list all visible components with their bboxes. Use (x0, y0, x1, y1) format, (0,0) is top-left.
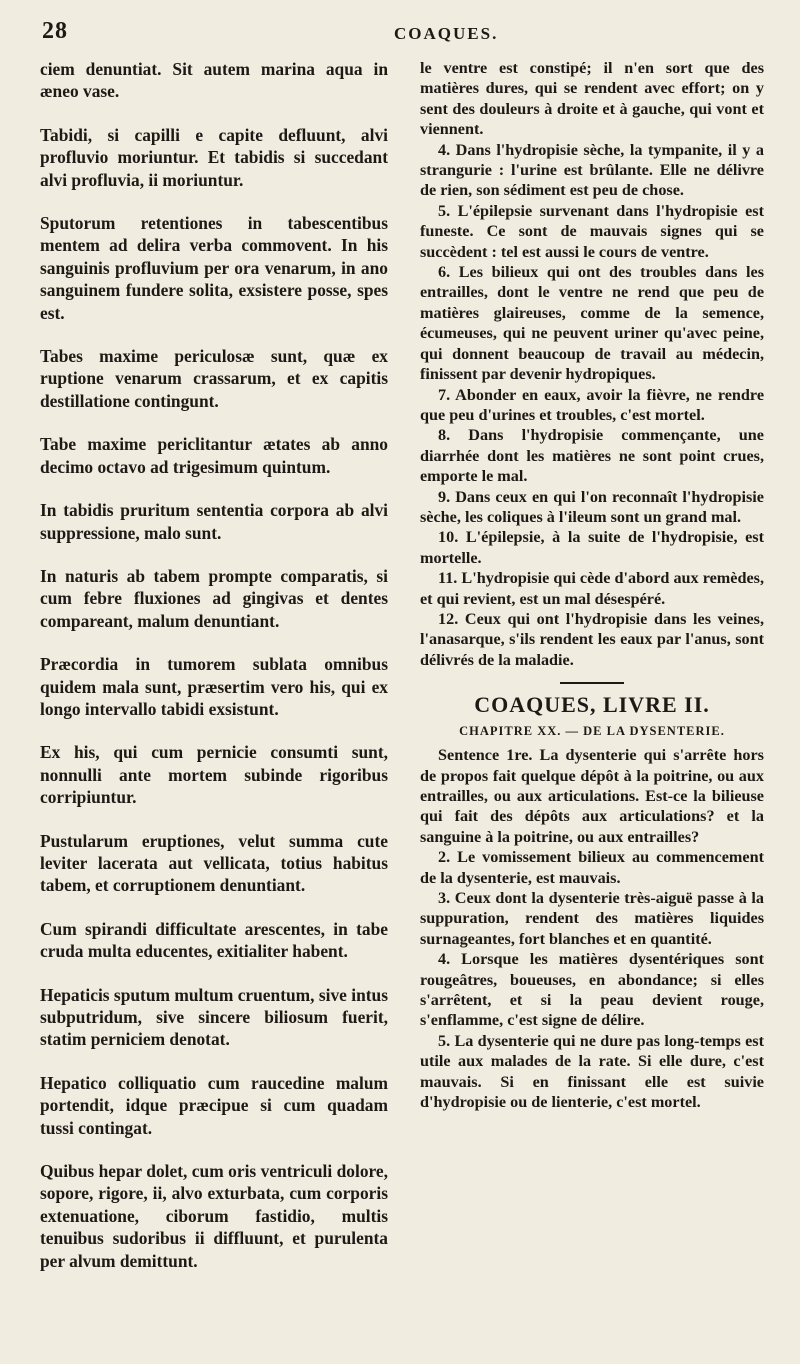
chapter-heading: CHAPITRE XX. — DE LA DYSENTERIE. (459, 724, 725, 739)
french-paragraph: 2. Le vomissement bilieux au commencement de la dysenterie, est mauvais. (420, 848, 764, 887)
french-paragraph: Sentence 1re. La dysenterie qui s'arrête hors de propos fait quelque dépôt à la poitrine, ou aux entrailles, ou aux articulations. Est-ce la bilieuse qui fait des dépôts aux articulations? et la sanguine à la poitrine, ou aux entrailles? (420, 746, 764, 846)
french-paragraph: le ventre est constipé; il n'en sort que des matières dures, qui se rendent avec effort; on y sent des douleurs à droite et à gauche, qui vont et viennent. (420, 59, 764, 139)
french-paragraph: 4. Lorsque les matières dysentériques sont rougeâtres, boueuses, en abondance; si elles s'arrêtent, et si la peau devient rouge, s'enflamme, c'est signe de délire. (420, 950, 764, 1030)
french-paragraph: 12. Ceux qui ont l'hydropisie dans les veines, l'anasarque, s'ils rendent les eaux par l'anus, sont délivrés de la maladie. (420, 609, 764, 669)
french-paragraph: 5. L'épilepsie survenant dans l'hydropisie est funeste. Ce sont de mauvais signes qui se succèdent : tel est aussi le cours de ventre. (420, 201, 764, 261)
page-number: 28 (42, 18, 68, 44)
latin-paragraph: Hepaticis sputum multum cruentum, sive intus subputridum, sive sincere biliosum fuerit, statim perniciem denotat. (40, 984, 388, 1050)
latin-paragraph: In naturis ab tabem prompte comparatis, si cum febre fluxiones ad gingivas et dentes compareant, malum denuntiant. (40, 565, 388, 631)
latin-paragraph: Tabe maxime periclitantur ætates ab anno decimo octavo ad trigesimum quintum. (40, 434, 388, 477)
latin-paragraph: In tabidis pruritum sententia corpora ab alvi suppressione, malo sunt. (40, 500, 388, 543)
french-paragraph: 10. L'épilepsie, à la suite de l'hydropisie, est mortelle. (420, 528, 764, 567)
french-paragraph: 8. Dans l'hydropisie commençante, une diarrhée dont les matières ne sont point crues, emporte le mal. (420, 426, 764, 486)
french-column (420, 58, 764, 1113)
latin-column (40, 58, 388, 1293)
french-paragraph: 5. La dysenterie qui ne dure pas long-temps est utile aux malades de la rate. Si elle dure, c'est mauvais. Si en finissant elle est suivie d'hydropisie ou de lienterie, c'est mortel. (420, 1031, 764, 1112)
latin-paragraph: Hepatico colliquatio cum raucedine malum portendit, idque præcipue si cum quadam tussi contingat. (40, 1072, 388, 1138)
section-divider (560, 682, 624, 684)
french-paragraph: 11. L'hydropisie qui cède d'abord aux remèdes, et qui revient, est un mal désespéré. (420, 569, 764, 608)
french-paragraph: 7. Abonder en eaux, avoir la fièvre, ne rendre que peu d'urines et troubles, c'est mortel. (420, 385, 764, 424)
latin-paragraph: Tabidi, si capilli e capite defluunt, alvi profluvio moriuntur. Et tabidis si succedant alvi profluvia, ii moriuntur. (40, 124, 388, 190)
latin-paragraph: Quibus hepar dolet, cum oris ventriculi dolore, sopore, rigore, ii, alvo exturbata, cum corporis extenuatione, ciborum fastidio, multis tenuibus sudoribus ii diffluunt, et purulenta per alvum demittunt. (40, 1161, 388, 1271)
running-title: COAQUES. (394, 24, 499, 43)
french-paragraph: 4. Dans l'hydropisie sèche, la tympanite, il y a strangurie : l'urine est brûlante. Elle ne délivre de rien, son sédiment est peu de chose. (420, 140, 764, 200)
latin-paragraph: Cum spirandi difficultate arescentes, in tabe cruda multa educentes, exitialiter habent. (40, 918, 388, 962)
latin-paragraph: Ex his, qui cum pernicie consumti sunt, nonnulli ante mortem subinde rigoribus corripiuntur. (40, 742, 388, 808)
latin-paragraph: Sputorum retentiones in tabescentibus mentem ad delira verba commovent. In his sanguinis profluvium per ora venarum, in ano sanguinem fundere solita, exsistere posse, spes est. (40, 213, 388, 323)
book-title: COAQUES, LIVRE II. (474, 692, 710, 718)
french-paragraph: 6. Les bilieux qui ont des troubles dans les entrailles, dont le ventre ne rend que peu de matières glaireuses, comme de la semence, écumeuses, qui ne peuvent uriner qu'avec peine, qui donnent beaucoup de travail au médecin, finissent par devenir hydropiques. (420, 263, 764, 384)
french-paragraph: 3. Ceux dont la dysenterie très-aiguë passe à la suppuration, rendent des matières liquides surnageantes, fort blanches et en quantité. (420, 889, 764, 948)
page-header (42, 18, 760, 48)
latin-paragraph: ciem denuntiat. Sit autem marina aqua in æneo vase. (40, 59, 388, 102)
latin-paragraph: Tabes maxime periculosæ sunt, quæ ex ruptione venarum crassarum, et ex capitis destillatione contingunt. (40, 346, 388, 411)
latin-paragraph: Pustularum eruptiones, velut summa cute leviter lacerata aut vellicata, totius habitus tabem, et corruptionem denuntiant. (40, 830, 388, 896)
latin-paragraph: Præcordia in tumorem sublata omnibus quidem mala sunt, præsertim vero his, qui ex longo intervallo tabidi exsistunt. (40, 654, 388, 719)
french-paragraph: 9. Dans ceux en qui l'on reconnaît l'hydropisie sèche, les coliques à l'ileum sont un grand mal. (420, 487, 764, 526)
